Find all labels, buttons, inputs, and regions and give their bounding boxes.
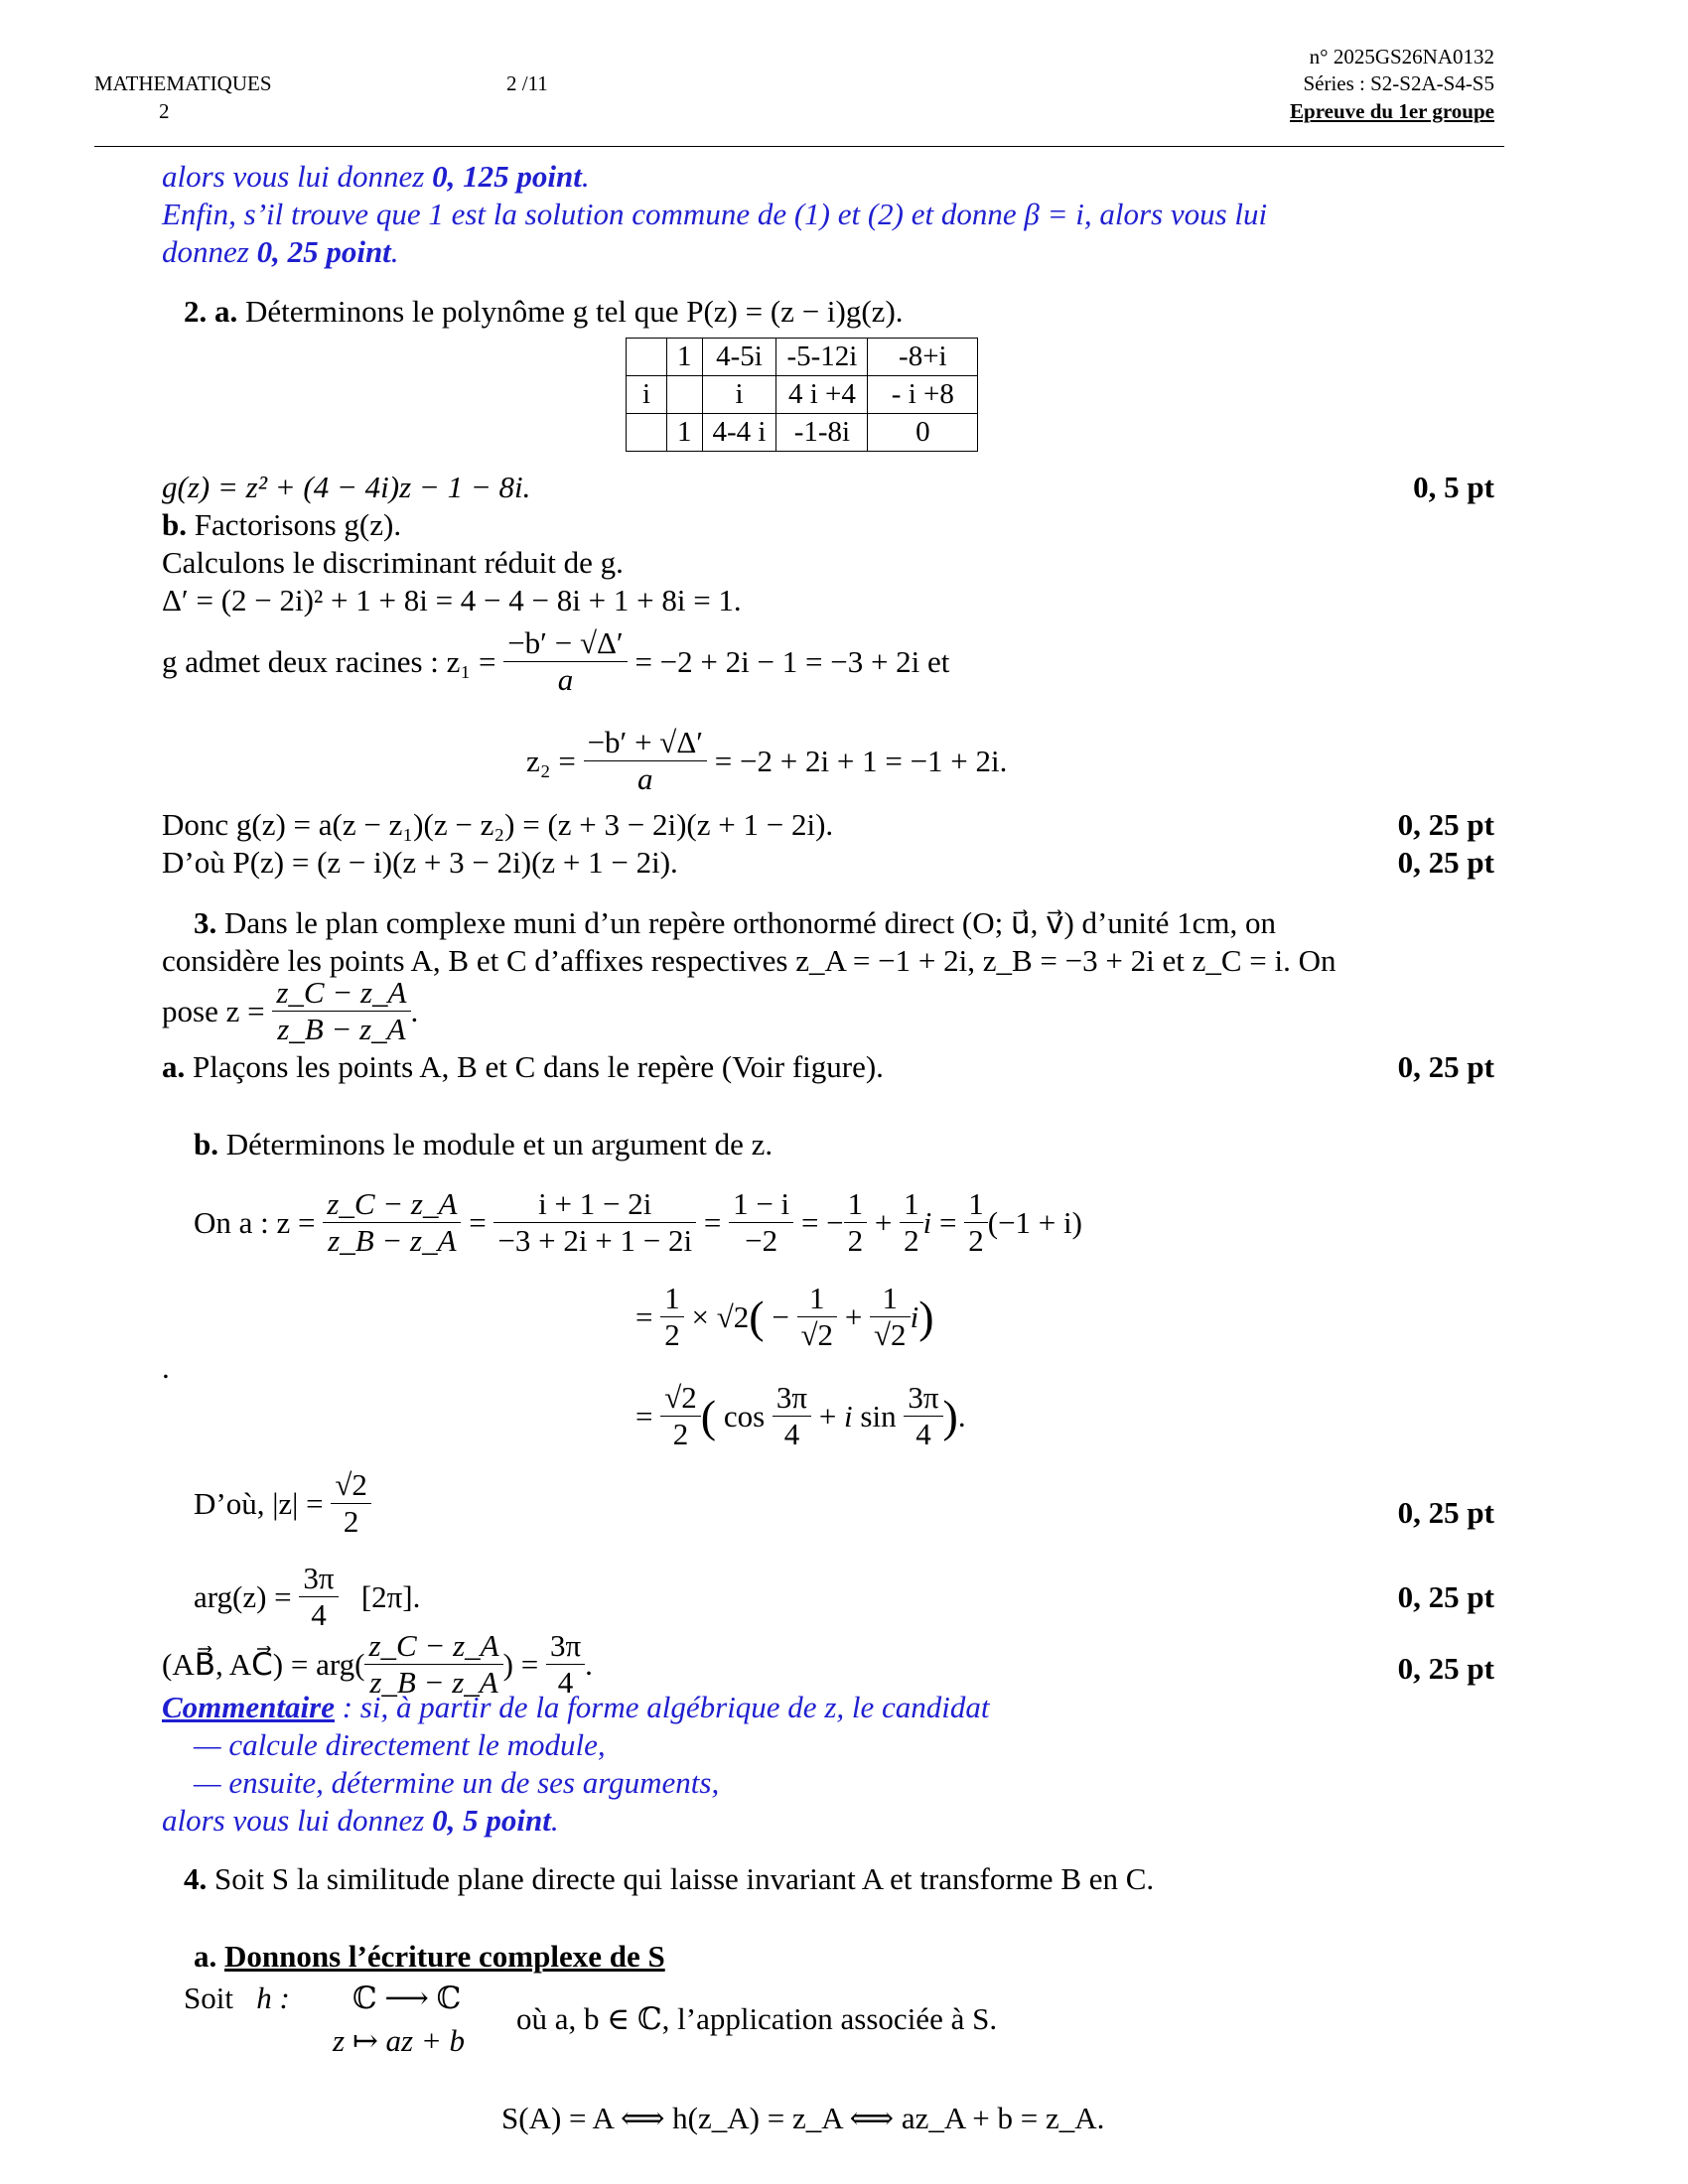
- grading-note-line2: Enfin, s’il trouve que 1 est la solution commune de (1) et (2) et donne β = i, alors vous lui: [162, 197, 1268, 231]
- table-cell: - i +8: [868, 376, 978, 414]
- z1-result: = −2 + 2i − 1 = −3 + 2i et: [634, 643, 950, 679]
- mapping-description: où a, b ∈ ℂ, l’application associée à S.: [516, 2001, 998, 2036]
- q2a-statement: 2. a. Déterminons le polynôme g tel que P(z) = (z − i)g(z).: [184, 294, 904, 329]
- points-g-factored: 0, 25 pt: [1397, 807, 1494, 842]
- points-angle: 0, 25 pt: [1397, 1651, 1494, 1686]
- roots-intro: g admet deux racines : z₁ =: [162, 643, 496, 679]
- grading-note-line3: donnez 0, 25 point.: [162, 234, 399, 269]
- table-cell: -5-12i: [776, 339, 868, 376]
- z1-fraction: $\frac{-b' - √\Delta'}{a}$: [503, 625, 627, 698]
- modulus-line: D’où, |z| = $\frac{√2}{2}$: [194, 1467, 371, 1540]
- stray-dot: .: [162, 1350, 170, 1385]
- commentaire: Commentaire : si, à partir de la forme algébrique de z, le candidat: [162, 1690, 990, 1724]
- z2-result: = −2 + 2i + 1 = −1 + 2i.: [714, 743, 1008, 778]
- q4-statement: 4. Soit S la similitude plane directe qui laisse invariant A et transforme B en C.: [184, 1861, 1155, 1896]
- z-computation-line1: On a : z = $\frac{z\_C - z\_A}{z\_B - z\_A}$ = $\frac{i + 1 - 2i}{-3 + 2i + 1 - 2i}$ = $\frac{1 - i}{-2}$ = − $\frac{1}{2}$ + $\frac{1}{2}$ i = $\frac{1}{2}$ (−1 + i): [194, 1186, 1082, 1258]
- points-g: 0, 5 pt: [1413, 470, 1494, 504]
- table-cell: 4 i +4: [776, 376, 868, 414]
- g-factored: Donc g(z) = a(z − z₁)(z − z₂) = (z + 3 − 2i)(z + 1 − 2i).: [162, 807, 834, 842]
- points-p-factored: 0, 25 pt: [1397, 845, 1494, 880]
- g-definition: g(z) = z² + (4 − 4i)z − 1 − 8i.: [162, 470, 531, 504]
- commentaire-item: — calcule directement le module,: [194, 1727, 606, 1762]
- argument-line: arg(z) = $\frac{3\pi}{4}$ [2π].: [194, 1561, 421, 1632]
- z-computation-line3: = $\frac{√2}{2}$ ( cos $\frac{3\pi}{4}$ + i sin $\frac{3\pi}{4}$ ) .: [635, 1380, 966, 1451]
- invariance-equation: S(A) = A ⟺ h(z_A) = z_A ⟺ az_A + b = z_A.: [501, 2101, 1105, 2135]
- table-row: [627, 376, 978, 414]
- q3-line2: considère les points A, B et C d’affixes respectives z_A = −1 + 2i, z_B = −3 + 2i et z_C = i. On: [162, 943, 1336, 978]
- table-cell: i: [702, 376, 776, 414]
- table-cell: 4-4 i: [702, 414, 776, 452]
- grading-note-line1: alors vous lui donnez 0, 125 point.: [162, 159, 590, 194]
- p-factored: D’où P(z) = (z − i)(z + 3 − 2i)(z + 1 − 2i).: [162, 845, 678, 880]
- table-cell: [627, 339, 667, 376]
- mapping-domain: ℂ ⟶ ℂ: [352, 1980, 462, 2015]
- z2-fraction: $\frac{-b' + √\Delta'}{a}$: [584, 725, 707, 797]
- discriminant-line: Δ′ = (2 − 2i)² + 1 + 8i = 4 − 4 − 8i + 1 + 8i = 1.: [162, 583, 742, 617]
- q3b-statement: b. Déterminons le module et un argument de z.: [194, 1127, 774, 1161]
- commentaire-item: — ensuite, détermine un de ses arguments,: [194, 1765, 720, 1800]
- q4a-title: a. Donnons l’écriture complexe de S: [194, 1939, 665, 1974]
- table-cell: 1: [667, 414, 703, 452]
- q2b-statement: b. Factorisons g(z).: [162, 507, 402, 542]
- table-cell: 0: [868, 414, 978, 452]
- z-computation-line2: = $\frac{1}{2}$ × √2 ( − $\frac{1}{√2}$ + $\frac{1}{√2}$ i ): [635, 1281, 934, 1352]
- q3a-statement: a. Plaçons les points A, B et C dans le repère (Voir figure).: [162, 1049, 884, 1084]
- soit-label: Soit h :: [184, 1980, 290, 2015]
- q3-pose: pose z = $\frac{z\_C - z\_A}{z\_B - z\_A}$ .: [162, 975, 419, 1046]
- points-q3a: 0, 25 pt: [1397, 1049, 1494, 1084]
- table-row: [627, 339, 978, 376]
- exam-series: Séries : S2-S2A-S4-S5: [1303, 71, 1494, 95]
- points-argument: 0, 25 pt: [1397, 1579, 1494, 1614]
- exam-group: Epreuve du 1er groupe: [1290, 99, 1494, 123]
- mapping-rule: z ↦ az + b: [333, 2023, 466, 2058]
- discriminant-intro: Calculons le discriminant réduit de g.: [162, 545, 624, 580]
- header-subject-number: 2: [159, 99, 170, 123]
- root-z1: [162, 625, 949, 698]
- points-modulus: 0, 25 pt: [1397, 1495, 1494, 1530]
- table-cell: [627, 414, 667, 452]
- table-cell: 1: [667, 339, 703, 376]
- table-cell: i: [627, 376, 667, 414]
- table-row: [627, 414, 978, 452]
- root-z2: z₂ = $\frac{-b' + √\Delta'}{a}$ = −2 + 2i + 1 = −1 + 2i.: [526, 725, 1008, 796]
- table-cell: -1-8i: [776, 414, 868, 452]
- header-rule: [94, 146, 1504, 147]
- horner-table: [626, 338, 978, 452]
- header-subject: MATHEMATIQUES: [94, 71, 272, 95]
- table-cell: 4-5i: [702, 339, 776, 376]
- table-cell: -8+i: [868, 339, 978, 376]
- commentaire-conclusion: alors vous lui donnez 0, 5 point.: [162, 1803, 559, 1838]
- angle-line: (AB⃗, AC⃗) = arg( $\frac{z\_C - z\_A}{z\_B - z\_A}$ ) = $\frac{3\pi}{4}$ .: [162, 1628, 593, 1700]
- table-cell: [667, 376, 703, 414]
- q3-line1: 3. Dans le plan complexe muni d’un repère orthonormé direct (O; u⃗, v⃗) d’unité 1cm, on: [194, 905, 1276, 940]
- pose-fraction: $\frac{z\_C - z\_A}{z\_B - z\_A}$: [272, 975, 410, 1047]
- page-number: 2 /11: [506, 71, 548, 95]
- exam-reference: n° 2025GS26NA0132: [1309, 45, 1494, 68]
